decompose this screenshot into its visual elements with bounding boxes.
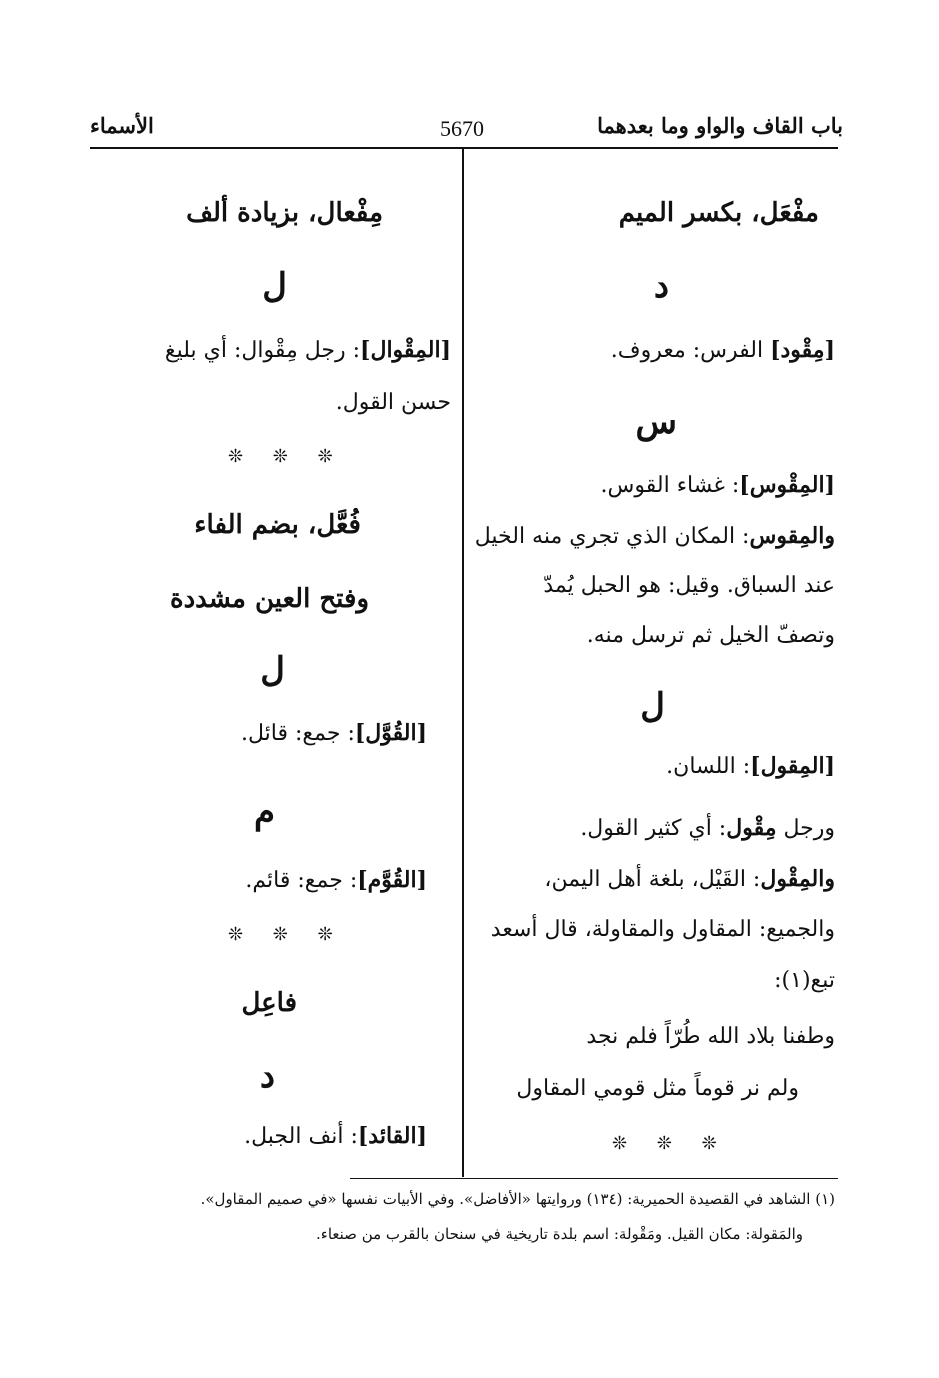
footnote-line-1: (١) الشاهد في القصيدة الحميرية: (١٣٤) وروايتها «الأفاضل». وفي الأبيات نفسها «في صميم المقاول». — [200, 1190, 835, 1208]
section-separator-stars: ❊ ❊ ❊ — [228, 446, 345, 467]
root-letter-l-2: ل — [260, 650, 285, 690]
verse-line-1: وطفنا بلاد الله طُرّاً فلم نجد — [586, 1024, 835, 1049]
miqwal-line-2: والجميع: المقاول والمقاولة، قال أسعد — [490, 917, 835, 942]
root-letter-m: م — [253, 792, 275, 832]
footnote-line-2: والمَقولة: مكان القيل. ومَقْولة: اسم بلدة تاريخية في سنحان بالقرب من صنعاء. — [316, 1225, 803, 1243]
entry-miqwas: [المِقْوس]: غشاء القوس. — [600, 472, 835, 498]
root-letter-l-1: ل — [262, 266, 287, 306]
section-separator-stars: ❊ ❊ ❊ — [612, 1133, 729, 1154]
left-column-heading-fuaal: فُعَّل، بضم الفاء — [194, 510, 361, 540]
page-number: 5670 — [440, 116, 484, 141]
column-divider — [462, 149, 464, 1177]
root-letter-s: س — [635, 402, 677, 442]
root-letter-d: د — [259, 1056, 275, 1096]
left-column-heading-mifal: مِفْعال، بزيادة ألف — [186, 198, 383, 228]
miqwal-line-1: والمِقْول: القَيْل، بلغة أهل اليمن، — [544, 866, 835, 892]
miqwas-line-1: والمِقوس: المكان الذي تجري منه الخيل — [474, 523, 835, 549]
miqwas-line-3: وتصفّ الخيل ثم ترسل منه. — [586, 623, 835, 648]
entry-quwwal: [القُوَّل]: جمع: قائل. — [241, 720, 427, 746]
entry-miqwal-adjective: [المِقْوال]: رجل مِقْوال: أي بليغ — [164, 337, 451, 363]
entry-qaid: [القائد]: أنف الجبل. — [244, 1123, 427, 1149]
running-header-section: الأسماء — [90, 113, 154, 138]
entry-quwwam: [القُوَّم]: جمع: قائم. — [245, 867, 427, 893]
maqwal-line: ورجل مِقْول: أي كثير القول. — [580, 815, 835, 841]
miqwas-line-2: عند السباق. وقيل: هو الحبل يُمدّ — [543, 573, 835, 598]
miqwal-adjective-line-2: حسن القول. — [335, 390, 451, 415]
running-header-chapter: باب القاف والواو وما بعدهما — [597, 113, 843, 138]
miqwal-line-3: تبع(١): — [774, 968, 835, 993]
verse-line-2: ولم نر قوماً مثل قومي المقاول — [516, 1076, 799, 1101]
entry-miqwal: [المِقول]: اللسان. — [666, 753, 835, 779]
root-letter-l: ل — [640, 686, 665, 726]
right-column-heading: مفْعَل، بكسر الميم — [618, 198, 819, 228]
left-column-heading-fuaal-cont: وفتح العين مشددة — [169, 584, 369, 614]
footnote-rule — [350, 1178, 838, 1179]
left-column-heading-fail: فاعِل — [241, 988, 297, 1018]
header-rule — [90, 147, 838, 149]
section-separator-stars: ❊ ❊ ❊ — [228, 924, 345, 945]
root-letter-d: د — [653, 266, 669, 306]
entry-maqwad: [مِقْود] الفرس: معروف. — [610, 337, 835, 363]
